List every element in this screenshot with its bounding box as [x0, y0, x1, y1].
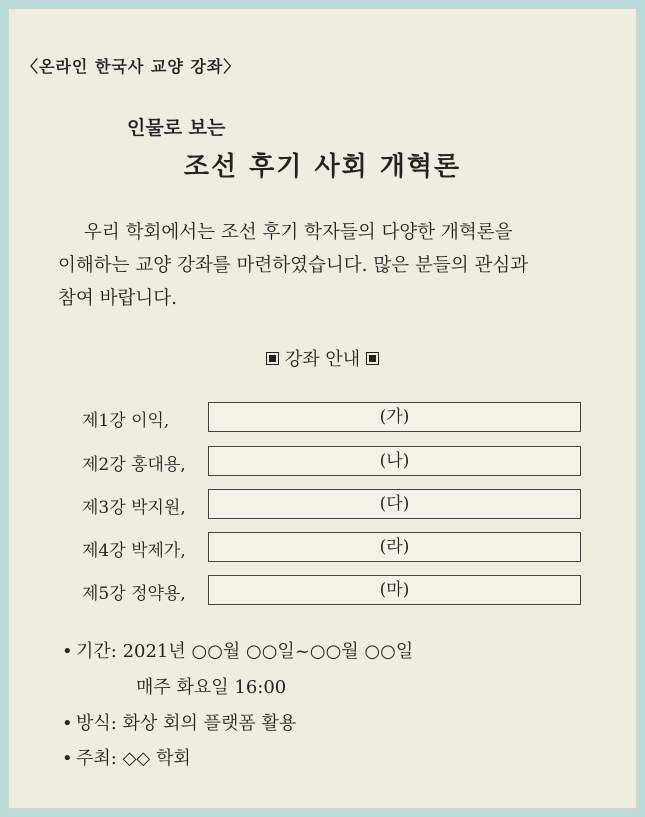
lecture-content-box: (라): [208, 532, 581, 562]
period-schedule: 매주 화요일 16:00: [136, 677, 287, 698]
lecture-row: [82, 532, 582, 562]
guide-heading-text: 강좌 안내: [284, 349, 361, 370]
lecture-content-box: (가): [208, 402, 581, 432]
intro-line-1: 우리 학회에서는 조선 후기 학자들의 다양한 개혁론을: [84, 222, 513, 243]
period-label: 기간:: [76, 641, 117, 662]
method-line: [62, 709, 296, 735]
period-value: 2021년 ○○월 ○○일~○○월 ○○일: [122, 641, 414, 662]
lecture-content-box: (나): [208, 446, 581, 476]
host-value: ◇◇ 학회: [122, 748, 191, 769]
host-label: 주최:: [76, 748, 117, 769]
page-title: 조선 후기 사회 개혁론: [183, 152, 462, 182]
lecture-content-box: (다): [208, 489, 581, 519]
square-bullet-icon: [366, 352, 379, 365]
guide-heading: [0, 345, 645, 371]
lecture-label: 제5강 정약용,: [82, 584, 186, 604]
intro-paragraph: [58, 216, 588, 315]
lecture-row: [82, 402, 582, 432]
intro-line-2: 이해하는 교양 강좌를 마련하였습니다. 많은 분들의 관심과: [58, 255, 529, 276]
lecture-row: [82, 446, 582, 476]
square-bullet-icon: [266, 352, 279, 365]
lecture-row: [82, 489, 582, 519]
bullet-icon: •: [62, 748, 73, 769]
bullet-icon: •: [62, 713, 73, 734]
host-line: [62, 744, 191, 770]
lecture-label: 제4강 박제가,: [82, 541, 186, 561]
method-value: 화상 회의 플랫폼 활용: [122, 713, 297, 734]
bullet-icon: •: [62, 641, 73, 662]
subtitle: 인물로 보는: [127, 117, 226, 139]
lecture-label: 제1강 이익,: [82, 411, 170, 431]
lecture-label: 제3강 박지원,: [82, 498, 186, 518]
lecture-row: [82, 575, 582, 605]
lecture-content-box: (마): [208, 575, 581, 605]
period-line: [62, 637, 413, 663]
lecture-label: 제2강 홍대용,: [82, 455, 186, 475]
intro-line-3: 참여 바랍니다.: [58, 288, 177, 309]
method-label: 방식:: [76, 713, 117, 734]
series-label: 〈온라인 한국사 교양 강좌〉: [22, 57, 241, 76]
